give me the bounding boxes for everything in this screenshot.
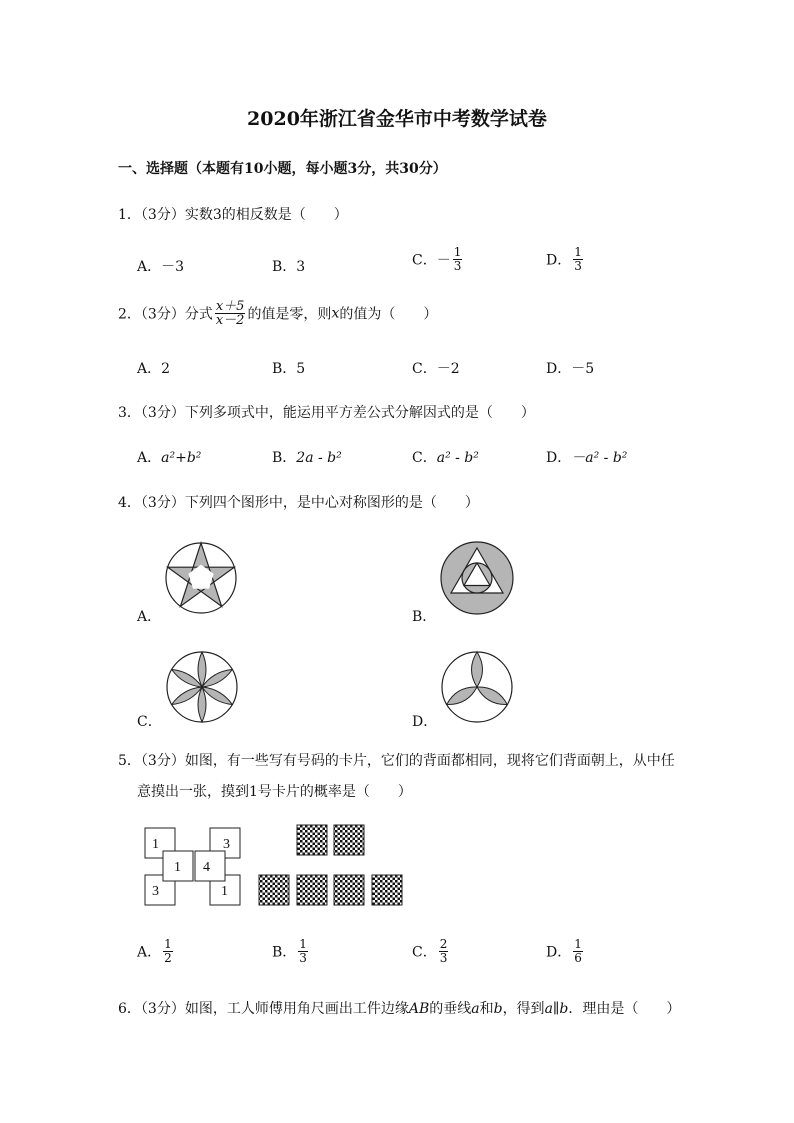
q3-option-b-expr: 2a - b² [296,450,342,466]
question-5-stem-line-2: 意摸出一张，摸到1号卡片的概率是（ ） [137,784,412,800]
q2-option-a: A．2 [137,361,171,377]
q5-option-c-label: C． [412,944,437,961]
fraction-numerator: 1 [574,937,582,951]
question-2-stem [118,300,437,327]
fraction-numerator: 1 [574,245,582,259]
fraction-denominator: 6 [574,951,582,965]
fraction-numerator: 1 [164,937,172,951]
q2-option-b: B．5 [272,361,306,377]
q3-option-d-expr: －a² - b² [571,450,628,466]
q1-option-c-prefix: C．－ [412,252,451,269]
question-1-stem: 1．（3分）实数3的相反数是（ ） [118,207,348,223]
q1-option-a: A．－3 [137,259,185,275]
q5-option-c-fraction [439,938,449,965]
q3-option-a [137,447,201,467]
question-6-stem [118,998,680,1018]
card-front [195,851,225,881]
q3-option-c [412,447,479,467]
q6-stem-after: ．理由是（ ） [568,1001,681,1017]
fraction-denominator: x－2 [215,313,245,328]
card-number: 1 [152,837,159,852]
card-back [259,875,289,905]
q3-option-b-label: B． [272,450,297,466]
section-heading: 一、选择题（本题有10小题，每小题3分，共30分） [118,161,447,177]
q2-fraction [215,300,246,327]
q4-option-c: C． [137,714,162,730]
card-back [334,875,364,905]
card-back [297,825,327,855]
page-title: 2020年浙江省金华市中考数学试卷 [247,108,547,130]
q4-figure-d-three-petals [440,650,514,724]
q5-option-a-label: A． [137,944,162,961]
q1-option-b: B．3 [272,259,306,275]
q4-figure-c-flower [165,650,239,724]
q3-option-a-expr: a²+b² [161,450,202,466]
question-3-stem: 3．（3分）下列多项式中，能运用平方差公式分解因式的是（ ） [118,405,535,421]
q4-option-b: B． [412,609,437,625]
question-5-stem-line-1: 5．（3分）如图，有一些写有号码的卡片，它们的背面都相同，现将它们背面朝上，从中任 [118,753,675,769]
card-number: 3 [152,884,159,899]
q6-var-b: b [493,1001,503,1017]
card-number: 1 [221,884,228,899]
q6-stem-mid2: 和 [479,1001,494,1017]
q2-stem-middle: 的值是零，则 [247,306,332,323]
fraction-numerator: x＋5 [215,299,245,314]
q2-stem-after: 的值为（ ） [339,306,438,323]
q4-figure-a-pentagram [163,540,239,616]
q5-option-a [137,938,175,965]
q1-option-d-prefix: D． [546,252,572,269]
q3-option-d-label: D． [546,450,572,466]
q5-option-c [412,938,450,965]
fraction-numerator: 1 [299,937,307,951]
q3-option-c-expr: a² - b² [436,450,479,466]
q6-parallel: a∥b [544,1001,569,1017]
q1-option-c [412,246,464,273]
q4-option-a: A． [137,609,162,625]
card-back [334,825,364,855]
q5-option-a-fraction [163,938,173,965]
fraction-numerator: 1 [453,245,462,259]
q1-option-d-fraction [573,246,583,273]
q5-option-d-label: D． [546,944,572,961]
q6-segment: AB [408,1001,430,1017]
card-number: 4 [203,860,210,875]
fraction-denominator: 3 [439,951,448,965]
fraction-denominator: 3 [453,259,462,273]
q6-stem-mid3: ，得到 [502,1001,545,1017]
q5-option-d [546,938,585,965]
q3-option-d [546,447,627,467]
q5-option-b [272,938,310,965]
q6-stem-mid1: 的垂线 [429,1001,472,1017]
card-back [297,875,327,905]
q2-option-d: D．－5 [546,361,595,377]
q6-var-a: a [471,1001,480,1017]
question-4-stem: 4．（3分）下列四个图形中，是中心对称图形的是（ ） [118,495,479,511]
q2-option-c: C．－2 [412,361,460,377]
fraction-denominator: 3 [299,951,307,965]
card-number: 3 [223,837,230,852]
q1-option-d [546,246,585,273]
q4-option-d: D． [412,714,438,730]
card-number: 1 [174,860,181,875]
q3-option-b [272,447,342,467]
q5-option-b-fraction [298,938,308,965]
q3-option-a-label: A． [137,450,162,466]
q1-option-c-fraction [453,246,463,273]
fraction-denominator: 3 [574,259,582,273]
card-back [372,875,402,905]
fraction-denominator: 2 [164,951,172,965]
q4-figure-b-triangle [439,540,515,616]
q5-option-d-fraction [573,938,583,965]
q6-stem-before: 6．（3分）如图，工人师傅用角尺画出工件边缘 [118,1001,409,1017]
q5-option-b-label: B． [272,944,297,961]
q2-variable: x [331,305,340,322]
q2-stem-before: 2．（3分）分式 [118,306,213,323]
fraction-numerator: 2 [439,937,448,951]
q3-option-c-label: C． [412,450,437,466]
q5-cards-figure [140,820,410,912]
